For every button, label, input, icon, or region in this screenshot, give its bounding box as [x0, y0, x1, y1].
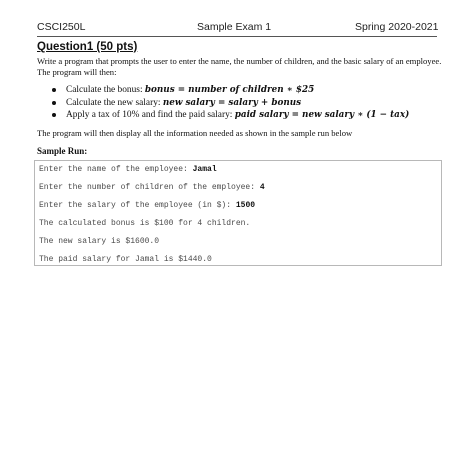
bonus-formula: bonus = number of children ∗ $25	[144, 85, 315, 95]
run-line	[39, 237, 159, 246]
exam-name: Sample Exam 1	[197, 21, 272, 33]
run-output: The paid salary for Jamal is $1440.0	[39, 255, 212, 264]
run-prompt: Enter the name of the employee:	[39, 165, 193, 174]
run-input: Jamal	[192, 165, 217, 174]
run-line	[39, 255, 212, 264]
sample-run-box	[34, 160, 442, 266]
term: Spring 2020-2021	[355, 21, 439, 33]
display-instruction: The program will then display all the information needed as shown in the sample run below	[37, 128, 353, 138]
course-code: CSCI250L	[37, 21, 86, 33]
run-line	[39, 183, 265, 192]
run-line	[39, 201, 255, 210]
page-header	[37, 21, 437, 35]
run-output: The new salary is $1600.0	[39, 237, 160, 246]
requirement-text: Calculate the bonus:	[66, 85, 145, 95]
run-prompt: Enter the number of children of the employee:	[39, 183, 260, 192]
run-output: The calculated bonus is $100 for 4 children.	[39, 219, 251, 228]
list-item	[52, 84, 409, 97]
paid-salary-formula: paid salary = new salary ∗ (1 − tax)	[234, 110, 410, 120]
run-prompt: Enter the salary of the employee (in $):	[39, 201, 236, 210]
sample-run-label: Sample Run:	[37, 146, 88, 156]
requirements-list	[52, 84, 409, 122]
question-title: Question1 (50 pts)	[37, 41, 138, 53]
list-item	[52, 97, 409, 110]
bullet-icon	[52, 101, 56, 105]
question-intro: Write a program that prompts the user to enter the name, the number of children, and the basic salary of an employee. The program will then:	[37, 56, 442, 77]
bullet-icon	[52, 88, 56, 92]
run-line	[39, 165, 217, 174]
run-line	[39, 219, 250, 228]
requirement-text: Calculate the new salary:	[66, 97, 163, 108]
requirement-text: Apply a tax of 10% and find the paid salary:	[66, 110, 235, 120]
header-divider	[37, 36, 437, 37]
run-input: 1500	[235, 201, 256, 210]
bullet-icon	[52, 113, 56, 117]
list-item	[52, 109, 409, 122]
run-input: 4	[259, 183, 265, 192]
new-salary-formula: new salary = salary + bonus	[162, 97, 302, 108]
